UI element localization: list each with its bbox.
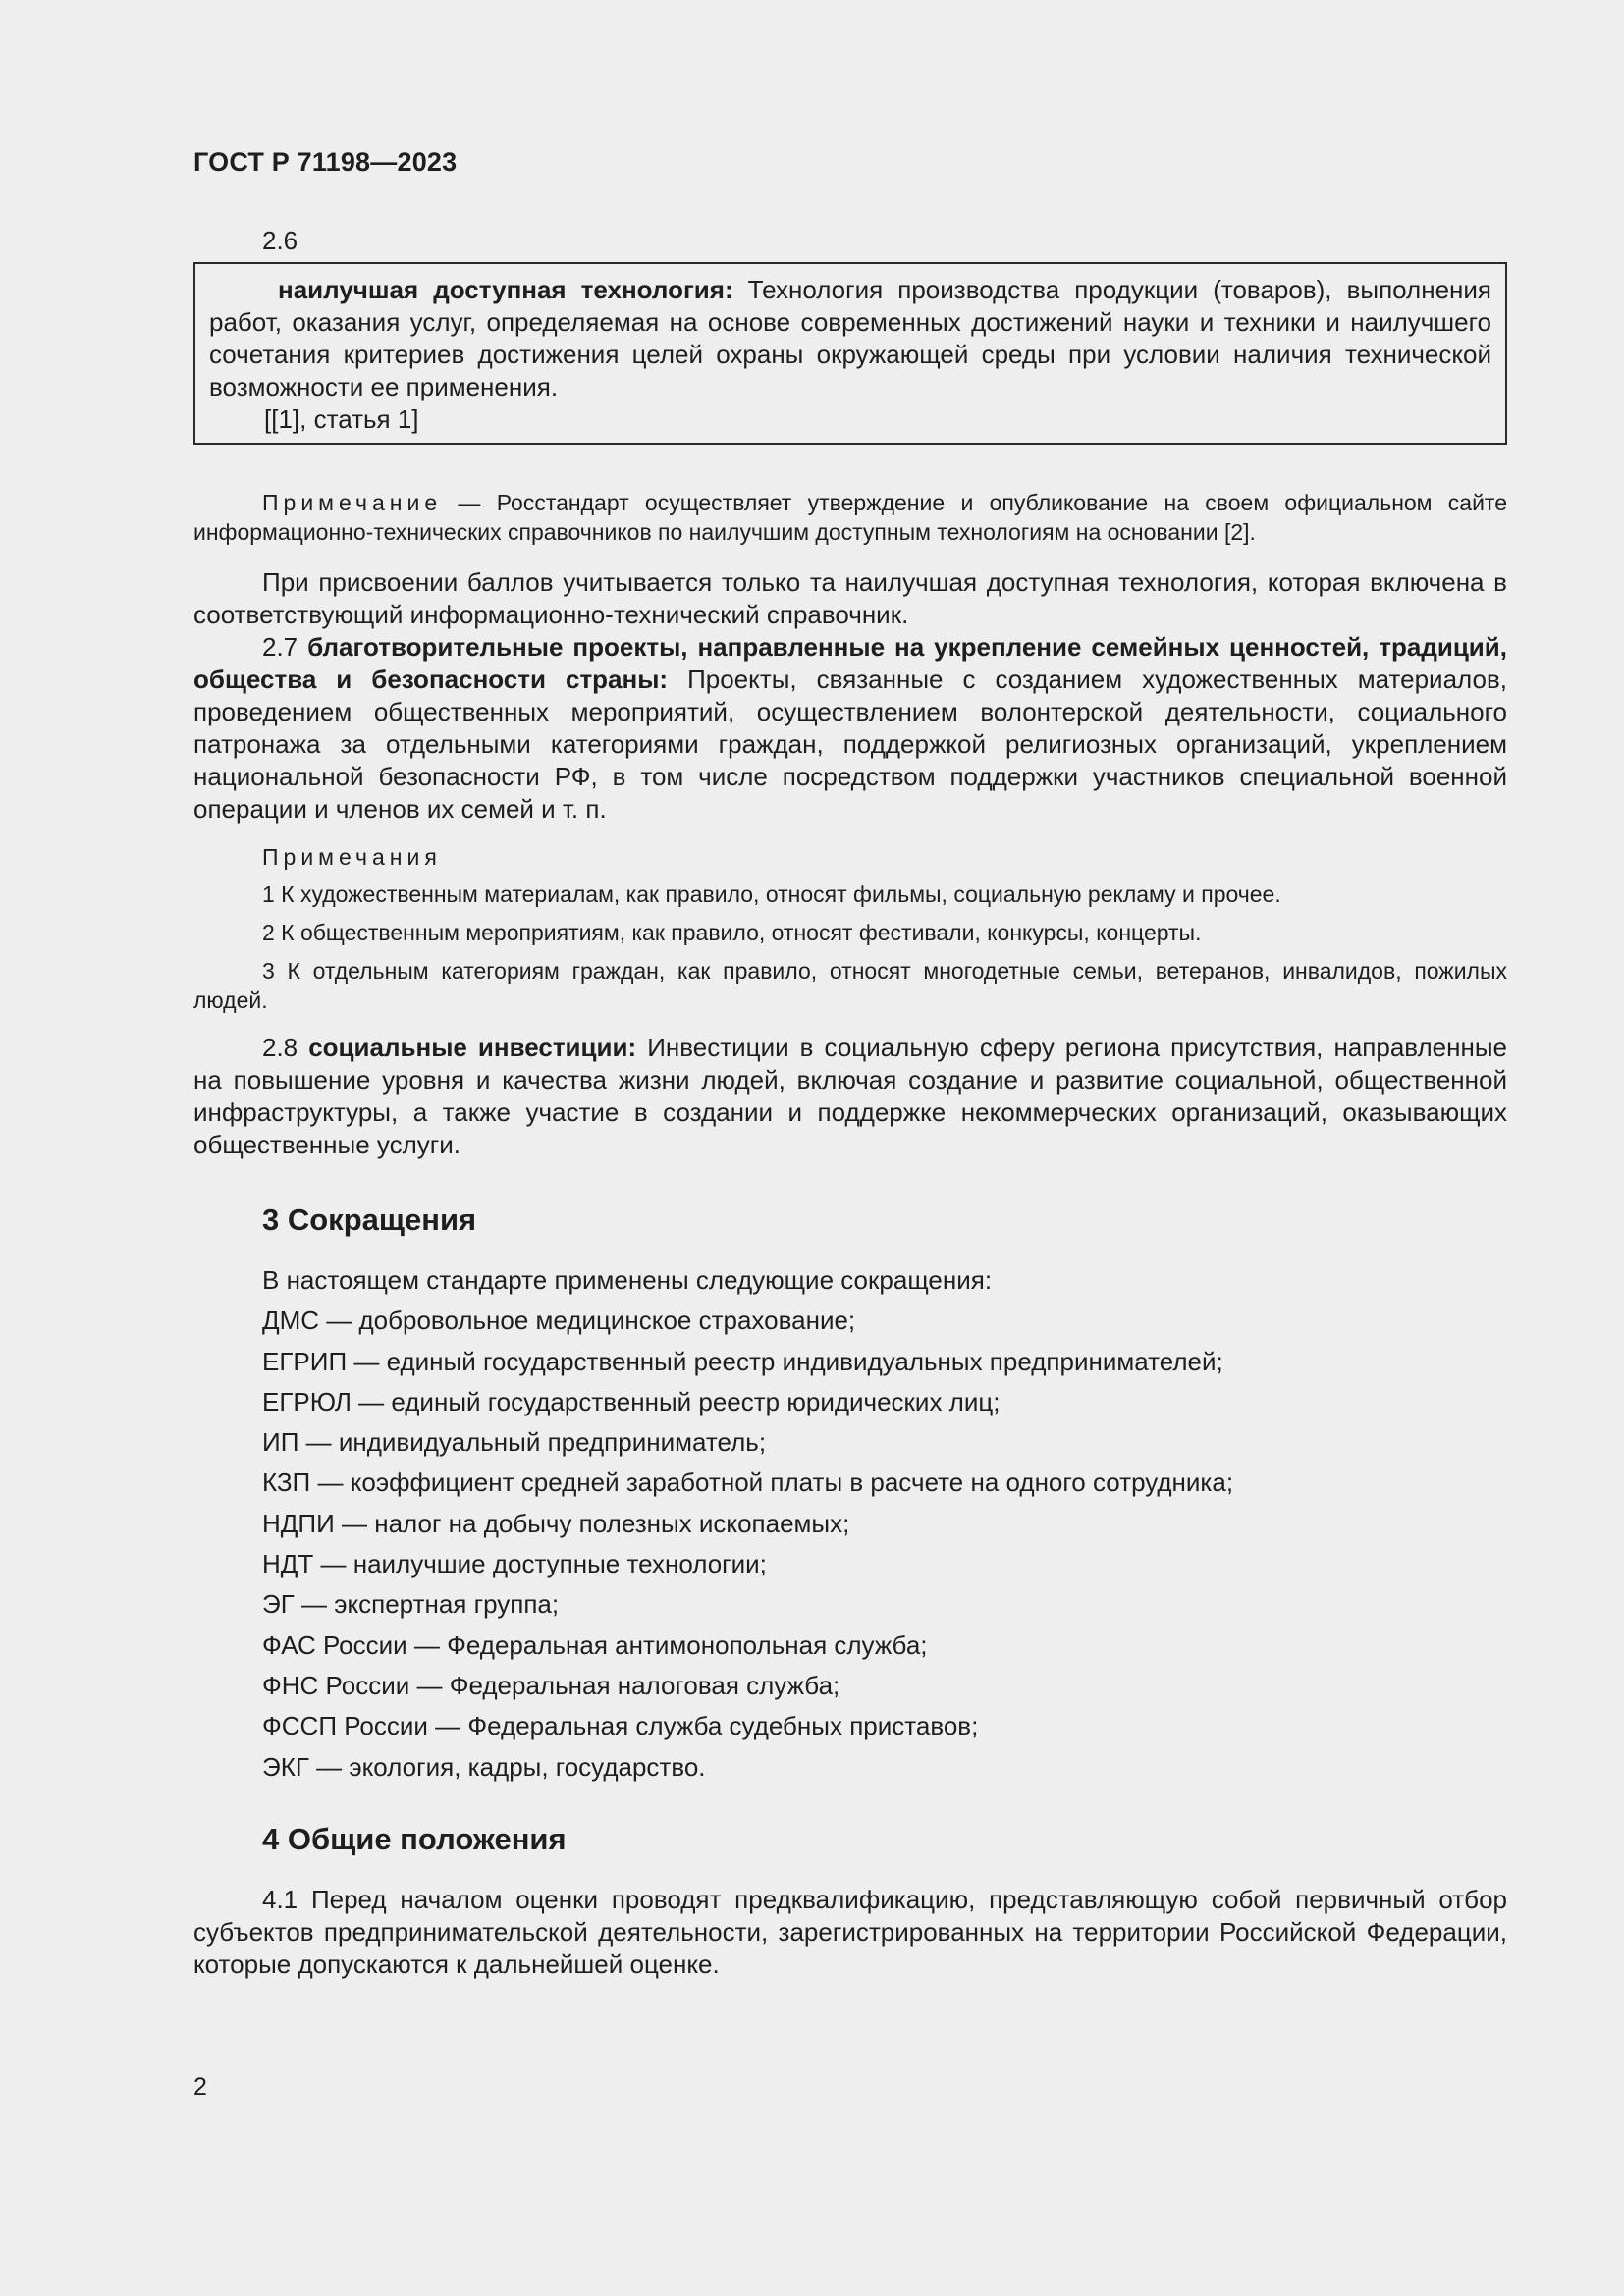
standard-header: ГОСТ Р 71198—2023 [193,147,458,177]
term-2-7-definition: Проекты, связанные с созданием художественных материалов, проведением общественных мероприятий, осуществлением волонтерской деятельности, социального патронажа за отдельными категориями граждан, поддержкой религиозных организаций, укреплением национальной безопасности РФ, в том числе посредством поддержки участников специальной военной операции и членов их семей и т. п. [193,665,1507,824]
abbreviation-item: НДПИ — налог на добычу полезных ископаемых; [262,1508,850,1538]
note-2-7-item-3: 3 К отдельным категориям граждан, как правило, относят многодетные семьи, ветеранов, инвалидов, пожилых людей. [193,958,1507,1013]
note-2-7-item-2: 2 К общественным мероприятиям, как правило, относят фестивали, конкурсы, концерты. [262,920,1202,945]
abbreviations-intro: В настоящем стандарте применены следующие сокращения: [262,1265,993,1295]
abbreviation-item: ДМС — добровольное медицинское страхование; [262,1306,856,1336]
term-2-6-reference: [[1], статья 1] [264,404,419,434]
page-number: 2 [193,2073,207,2101]
term-number-2-6: 2.6 [262,226,298,255]
abbreviation-item: ИП — индивидуальный предприниматель; [262,1427,767,1458]
term-box-2-6 [193,262,1507,445]
paragraph-4-1: 4.1 Перед началом оценки проводят предквалификацию, представляющую собой первичный отбор субъектов предпринимательской деятельности, зарегистрированных на территории Российской Федерации, которые допускаются к дальнейшей оценке. [193,1885,1507,1979]
paragraph-scores: При присвоении баллов учитывается только та наилучшая доступная технология, которая включена в соответствующий информационно-технический справочник. [193,567,1507,629]
note-2-7-item-1: 1 К художественным материалам, как правило, относят фильмы, социальную рекламу и прочее. [262,881,1281,907]
note-2-6 [193,488,1507,547]
term-2-7 [193,631,1507,826]
notes-2-7-label [193,842,1507,872]
term-2-8 [193,1032,1507,1161]
notes-2-7-label-text: Примечания [262,844,442,870]
abbreviation-list [262,1260,1233,1788]
term-2-8-number: 2.8 [262,1033,309,1062]
abbreviation-item: ЭГ — экспертная группа; [262,1589,560,1620]
term-2-8-title: социальные инвестиции: [308,1033,637,1062]
term-2-6-text [209,274,1491,403]
term-2-6-definition: Технология производства продукции (товаров), выполнения работ, оказания услуг, определяемая на основе современных достижений науки и техники и наилучшего сочетания критериев достижения целей охраны окружающей среды при условии наличия технической возможности ее применения. [209,275,1491,401]
section-3-title: 3 Сокращения [262,1202,477,1237]
abbreviation-item: ФАС России — Федеральная антимонопольная служба; [262,1629,928,1660]
abbreviation-item: КЗП — коэффициент средней заработной платы в расчете на одного сотрудника; [262,1468,1234,1498]
term-2-8-definition: Инвестиции в социальную сферу региона присутствия, направленные на повышение уровня и качества жизни людей, включая создание и развитие социальной, общественной инфраструктуры, а также участие в создании и поддержке некоммерческих организаций, оказывающих общественные услуги. [193,1033,1507,1159]
term-2-7-title: благотворительные проекты, направленные на укрепление семейных ценностей, традиций, общества и безопасности страны: [193,632,1507,694]
note-2-6-text: — Росстандарт осуществляет утверждение и опубликование на своем официальном сайте информационно-технических справочников по наилучшим доступным технологиям на основании [2]. [193,490,1507,545]
abbreviation-item: ФССП России — Федеральная служба судебных приставов; [262,1711,979,1741]
section-4-title: 4 Общие положения [262,1822,567,1856]
term-2-6-title: наилучшая доступная технология: [278,275,733,304]
abbreviation-item: ФНС России — Федеральная налоговая служба; [262,1670,840,1700]
note-2-6-label: Примечание [262,490,443,515]
abbreviation-item: ЕГРИП — единый государственный реестр индивидуальных предпринимателей; [262,1346,1223,1376]
abbreviation-item: ЕГРЮЛ — единый государственный реестр юридических лиц; [262,1386,1001,1416]
abbreviation-item: ЭКГ — экология, кадры, государство. [262,1751,706,1782]
abbreviation-item: НДТ — наилучшие доступные технологии; [262,1549,767,1579]
term-2-7-number: 2.7 [262,632,308,662]
